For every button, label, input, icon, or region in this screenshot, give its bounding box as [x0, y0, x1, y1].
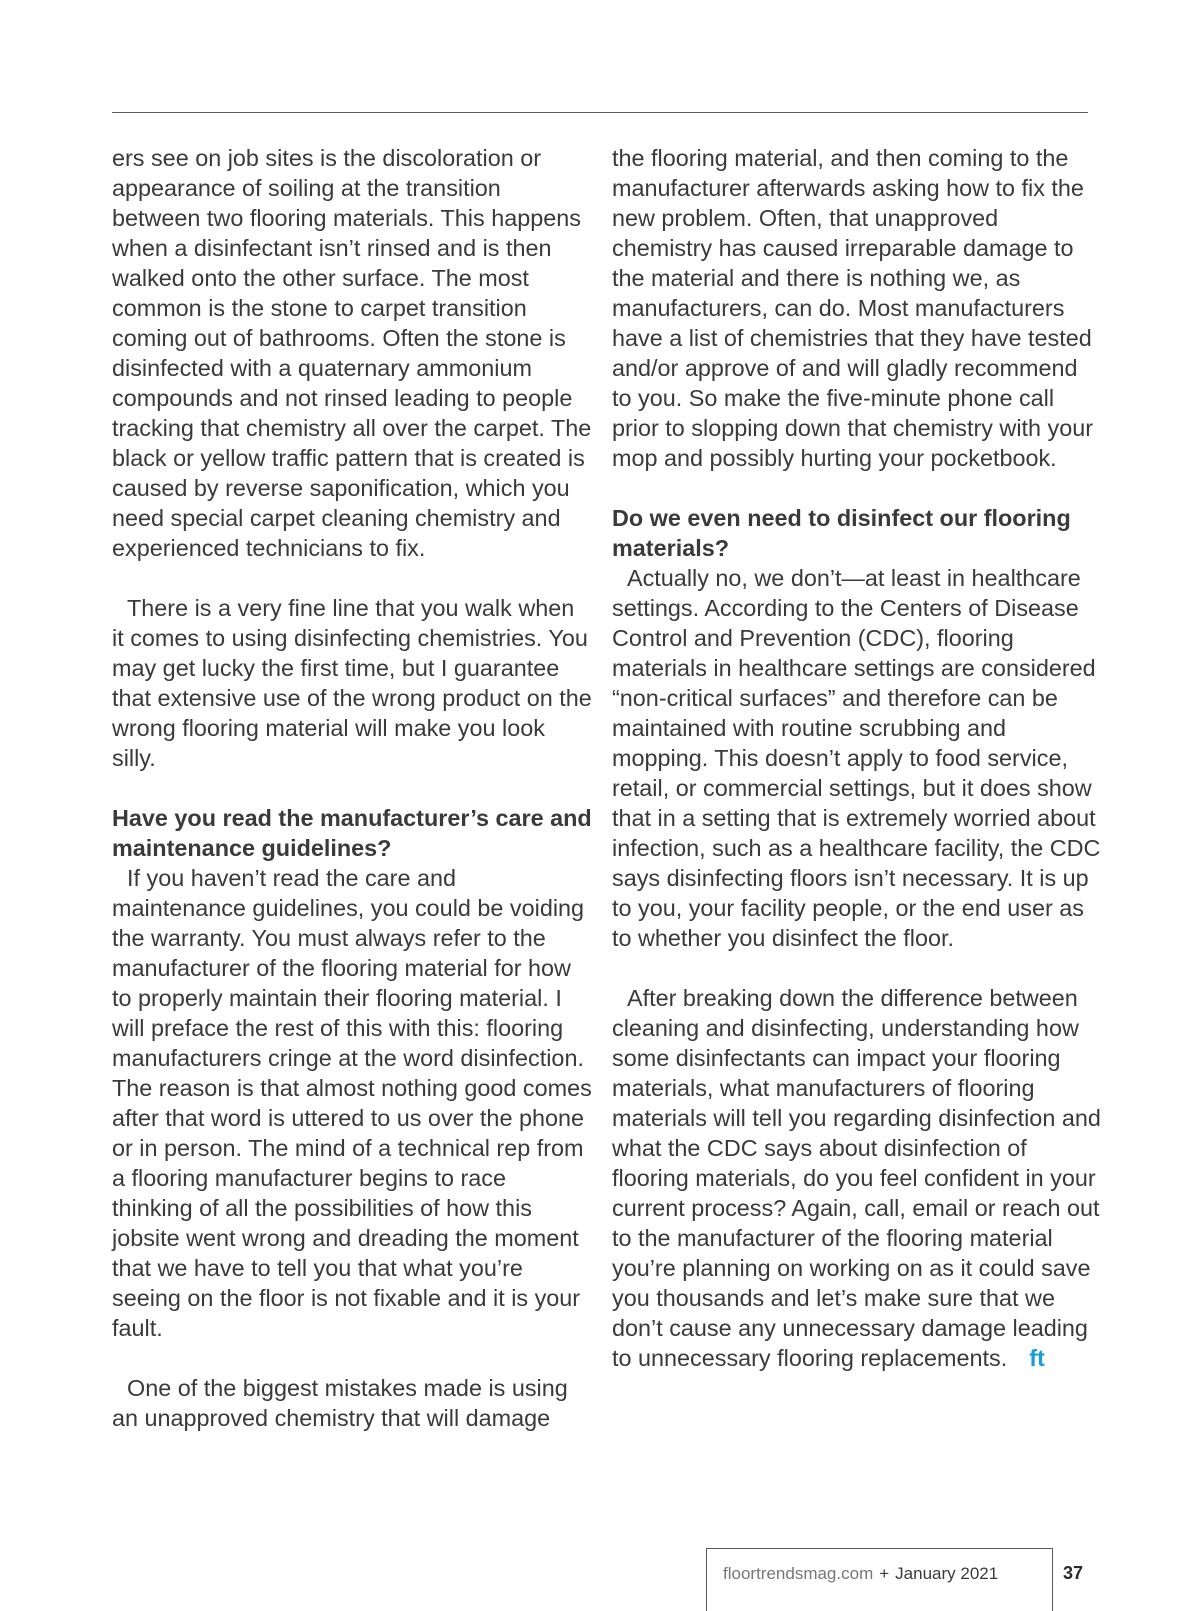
right-paragraph-2: Actually no, we don’t—at least in healthcare settings. According to the Centers of Disease Control and Prevention (CDC), flooring materials in healthcare settings are considered “non-critical surfaces” and therefore can be maintained with routine scrubbing and mopping. This doesn’t apply to food service, retail, or commercial settings, but it does show that in a setting that is extremely worried about infection, such as a healthcare facility, the CDC says disinfecting floors isn’t necessary. It is up to you, your facility people, or the end user as to whether you disinfect the floor.	[612, 565, 1101, 951]
page-footer	[706, 1548, 1053, 1611]
footer-info	[723, 1564, 998, 1584]
left-paragraph-4: One of the biggest mistakes made is using an unapproved chemistry that will damage	[112, 1375, 568, 1431]
footer-site-link[interactable]: floortrendsmag.com	[723, 1564, 874, 1583]
right-paragraph-3-text: After breaking down the difference between cleaning and disinfecting, understanding how some disinfectants can impact your flooring materials, what manufacturers of flooring materials will tell you regarding disinfection and what the CDC says about disinfection of flooring materials, do you feel confident in your current process? Again, call, email or reach out to the manufacturer of the flooring material you’re planning on working on as it could save you thousands and let’s make sure that we don’t cause any unnecessary damage leading to unnecessary flooring replacements.	[612, 985, 1101, 1371]
right-column	[612, 143, 1102, 1373]
right-paragraph-3	[612, 983, 1102, 1373]
top-rule	[112, 112, 1088, 113]
footer-date: January 2021	[895, 1564, 999, 1583]
end-mark-logo: ft	[1029, 1345, 1045, 1371]
footer-separator: +	[879, 1564, 890, 1583]
section-heading-need-to-disinfect: Do we even need to disinfect our flooring materials?	[612, 505, 1071, 561]
page-number: 37	[1063, 1563, 1084, 1583]
left-paragraph-2: There is a very fine line that you walk when it comes to using disinfecting chemistries. You may get lucky the first time, but I guarantee that extensive use of the wrong product on the wrong flooring material will make you look silly.	[112, 595, 592, 771]
footer-divider	[1052, 1549, 1053, 1611]
section-heading-manufacturer-guidelines: Have you read the manufacturer’s care and maintenance guidelines?	[112, 805, 592, 861]
right-paragraph-1: the flooring material, and then coming to the manufacturer afterwards asking how to fix the new problem. Often, that unapproved chemistry has caused irreparable damage to the material and there is nothing we, as manufacturers, can do. Most manufacturers have a list of chemistries that they have tested and/or approve of and will gladly recommend to you. So make the five-minute phone call prior to slopping down that chemistry with your mop and possibly hurting your pocketbook.	[612, 145, 1094, 471]
left-paragraph-3: If you haven’t read the care and maintenance guidelines, you could be voiding the warranty. You must always refer to the manufacturer of the flooring material for how to properly maintain their flooring material. I will preface the rest of this with this: flooring manufacturers cringe at the word disinfection. The reason is that almost nothing good comes after that word is uttered to us over the phone or in person. The mind of a technical rep from a flooring manufacturer begins to race thinking of all the possibilities of how this jobsite went wrong and dreading the moment that we have to tell you that what you’re seeing on the floor is not fixable and it is your fault.	[112, 865, 592, 1341]
left-column	[112, 143, 592, 1433]
left-paragraph-1: ers see on job sites is the discoloration or appearance of soiling at the transition between two flooring materials. This happens when a disinfectant isn’t rinsed and is then walked onto the other surface. The most common is the stone to carpet transition coming out of bathrooms. Often the stone is disinfected with a quaternary ammonium compounds and not rinsed leading to people tracking that chemistry all over the carpet. The black or yellow traffic pattern that is created is caused by reverse saponification, which you need special carpet cleaning chemistry and experienced technicians to fix.	[112, 145, 592, 561]
